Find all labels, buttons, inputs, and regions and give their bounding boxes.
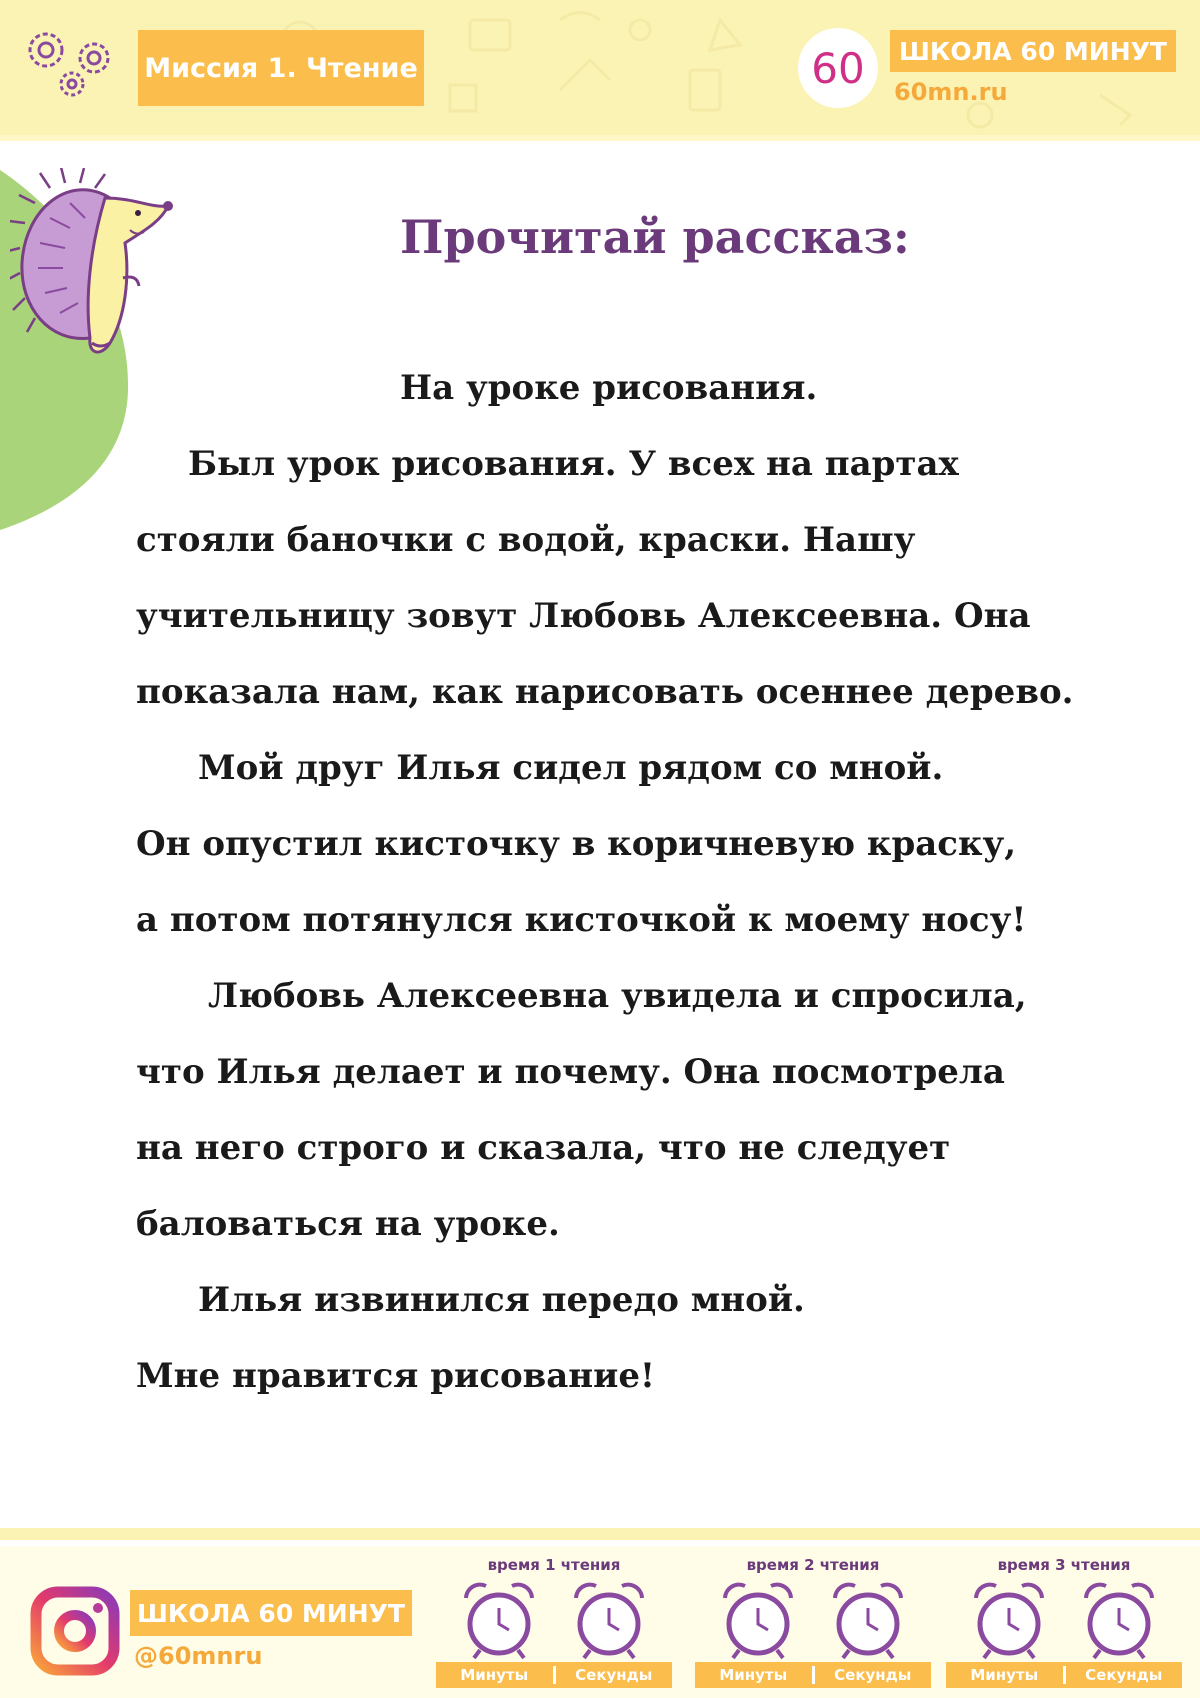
minutes-label: Минуты (460, 1666, 529, 1684)
site-link[interactable]: 60mn.ru (894, 78, 1008, 106)
story-line: стояли баночки с водой, краски. Нашу (136, 520, 916, 560)
story-line: Любовь Алексеевна увидела и спросила, (208, 976, 1027, 1016)
footer-divider (0, 1528, 1200, 1540)
hedgehog-illustration (10, 168, 180, 368)
story-line: показала нам, как нарисовать осеннее дерево. (136, 672, 1074, 712)
story-line: а потом потянулся кисточкой к моему носу! (136, 900, 1027, 940)
gears-icon (20, 22, 120, 102)
alarm-clock-icon (715, 1580, 801, 1660)
timer-group-1 (436, 1556, 672, 1692)
timer-group-2 (695, 1556, 931, 1692)
story-line: Мой друг Илья сидел рядом со мной. (198, 748, 944, 788)
story-line: баловаться на уроке. (136, 1204, 560, 1244)
story-text (136, 350, 1146, 1414)
minutes-label: Минуты (970, 1666, 1039, 1684)
school-name-badge: ШКОЛА 60 МИНУТ (890, 30, 1176, 72)
timer-group-3 (946, 1556, 1182, 1692)
seconds-label: Секунды (575, 1666, 653, 1684)
alarm-clock-icon (456, 1580, 542, 1660)
alarm-clock-icon (566, 1580, 652, 1660)
timer-label: время 3 чтения (997, 1556, 1131, 1574)
time-units-bar (695, 1662, 931, 1688)
mission-badge: Миссия 1. Чтение (138, 30, 424, 106)
page-header (0, 0, 1200, 141)
story-line: Он опустил кисточку в коричневую краску, (136, 824, 1017, 864)
alarm-clock-icon (825, 1580, 911, 1660)
story-line: учительницу зовут Любовь Алексеевна. Она (136, 596, 1031, 636)
seconds-label: Секунды (834, 1666, 912, 1684)
story-line: Илья извинился передо мной. (198, 1280, 805, 1320)
timer-label: время 1 чтения (487, 1556, 621, 1574)
footer-school-badge: ШКОЛА 60 МИНУТ (130, 1590, 412, 1636)
minutes-label: Минуты (719, 1666, 788, 1684)
story-line: Был урок рисования. У всех на партах (188, 444, 959, 484)
story-heading: На уроке рисования. (400, 368, 818, 408)
social-handle[interactable]: @60mnru (134, 1642, 263, 1670)
school-logo: 60 (798, 28, 878, 108)
alarm-clock-icon (966, 1580, 1052, 1660)
time-units-bar (436, 1662, 672, 1688)
timer-label: время 2 чтения (746, 1556, 880, 1574)
story-line: на него строго и сказала, что не следует (136, 1128, 951, 1168)
story-line: что Илья делает и почему. Она посмотрела (136, 1052, 1005, 1092)
seconds-label: Секунды (1085, 1666, 1163, 1684)
page-title: Прочитай рассказ: (400, 210, 910, 264)
time-units-bar (946, 1662, 1182, 1688)
story-line: Мне нравится рисование! (136, 1356, 655, 1396)
instagram-icon[interactable] (30, 1586, 120, 1676)
alarm-clock-icon (1076, 1580, 1162, 1660)
